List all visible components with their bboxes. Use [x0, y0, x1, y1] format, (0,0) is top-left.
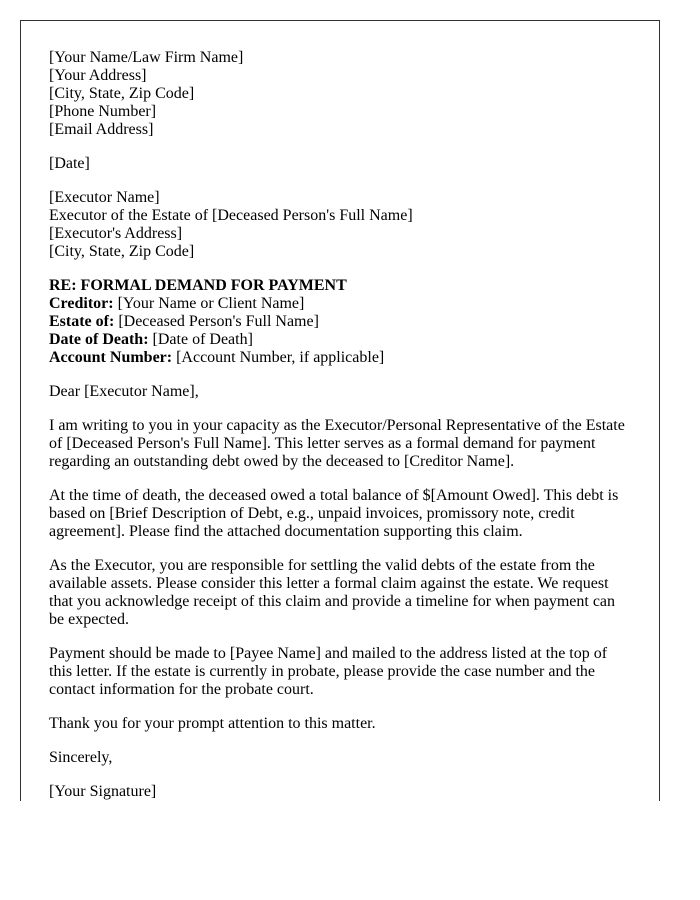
re-field-creditor: Creditor: [Your Name or Client Name]	[49, 295, 305, 312]
body-paragraph: Thank you for your prompt attention to this matter.	[49, 715, 376, 732]
body-paragraph: At the time of death, the deceased owed a total balance of $[Amount Owed]. This debt is based on [Brief Description of Debt, e.g., unpaid invoices, promissory note, credit agreement]. Please find the attached documentation supporting this claim.	[49, 487, 619, 540]
re-title: RE: FORMAL DEMAND FOR PAYMENT	[49, 277, 347, 294]
re-field-account-number: Account Number: [Account Number, if applicable]	[49, 349, 385, 366]
recipient-city: [City, State, Zip Code]	[49, 243, 195, 260]
salutation: Dear [Executor Name],	[49, 383, 199, 400]
sender-city: [City, State, Zip Code]	[49, 85, 195, 102]
recipient-block	[49, 189, 633, 261]
sender-phone: [Phone Number]	[49, 103, 157, 120]
body-paragraph: I am writing to you in your capacity as the Executor/Personal Representative of the Estate of [Deceased Person's Full Name]. This letter serves as a formal demand for payment regarding an outstanding debt owed by the deceased to [Creditor Name].	[49, 417, 625, 470]
sender-address: [Your Address]	[49, 67, 147, 84]
body-paragraph: Payment should be made to [Payee Name] and mailed to the address listed at the top of this letter. If the estate is currently in probate, please provide the case number and the contact information for the probate court.	[49, 645, 608, 698]
letter-content	[49, 49, 633, 801]
letter-page	[20, 20, 660, 801]
sender-name: [Your Name/Law Firm Name]	[49, 49, 244, 66]
recipient-address: [Executor's Address]	[49, 225, 183, 242]
recipient-title: Executor of the Estate of [Deceased Person's Full Name]	[49, 207, 413, 224]
signature: [Your Signature]	[49, 783, 157, 800]
re-block	[49, 277, 633, 367]
re-field-estate: Estate of: [Deceased Person's Full Name]	[49, 313, 319, 330]
sender-email: [Email Address]	[49, 121, 154, 138]
re-field-date-of-death: Date of Death: [Date of Death]	[49, 331, 253, 348]
sender-block	[49, 49, 633, 139]
body-paragraph: As the Executor, you are responsible for settling the valid debts of the estate from the available assets. Please consider this letter a formal claim against the estate. We request that you acknowledge receipt of this claim and provide a timeline for when payment can be expected.	[49, 557, 616, 628]
letter-date: [Date]	[49, 155, 90, 172]
recipient-name: [Executor Name]	[49, 189, 160, 206]
closing: Sincerely,	[49, 749, 113, 766]
